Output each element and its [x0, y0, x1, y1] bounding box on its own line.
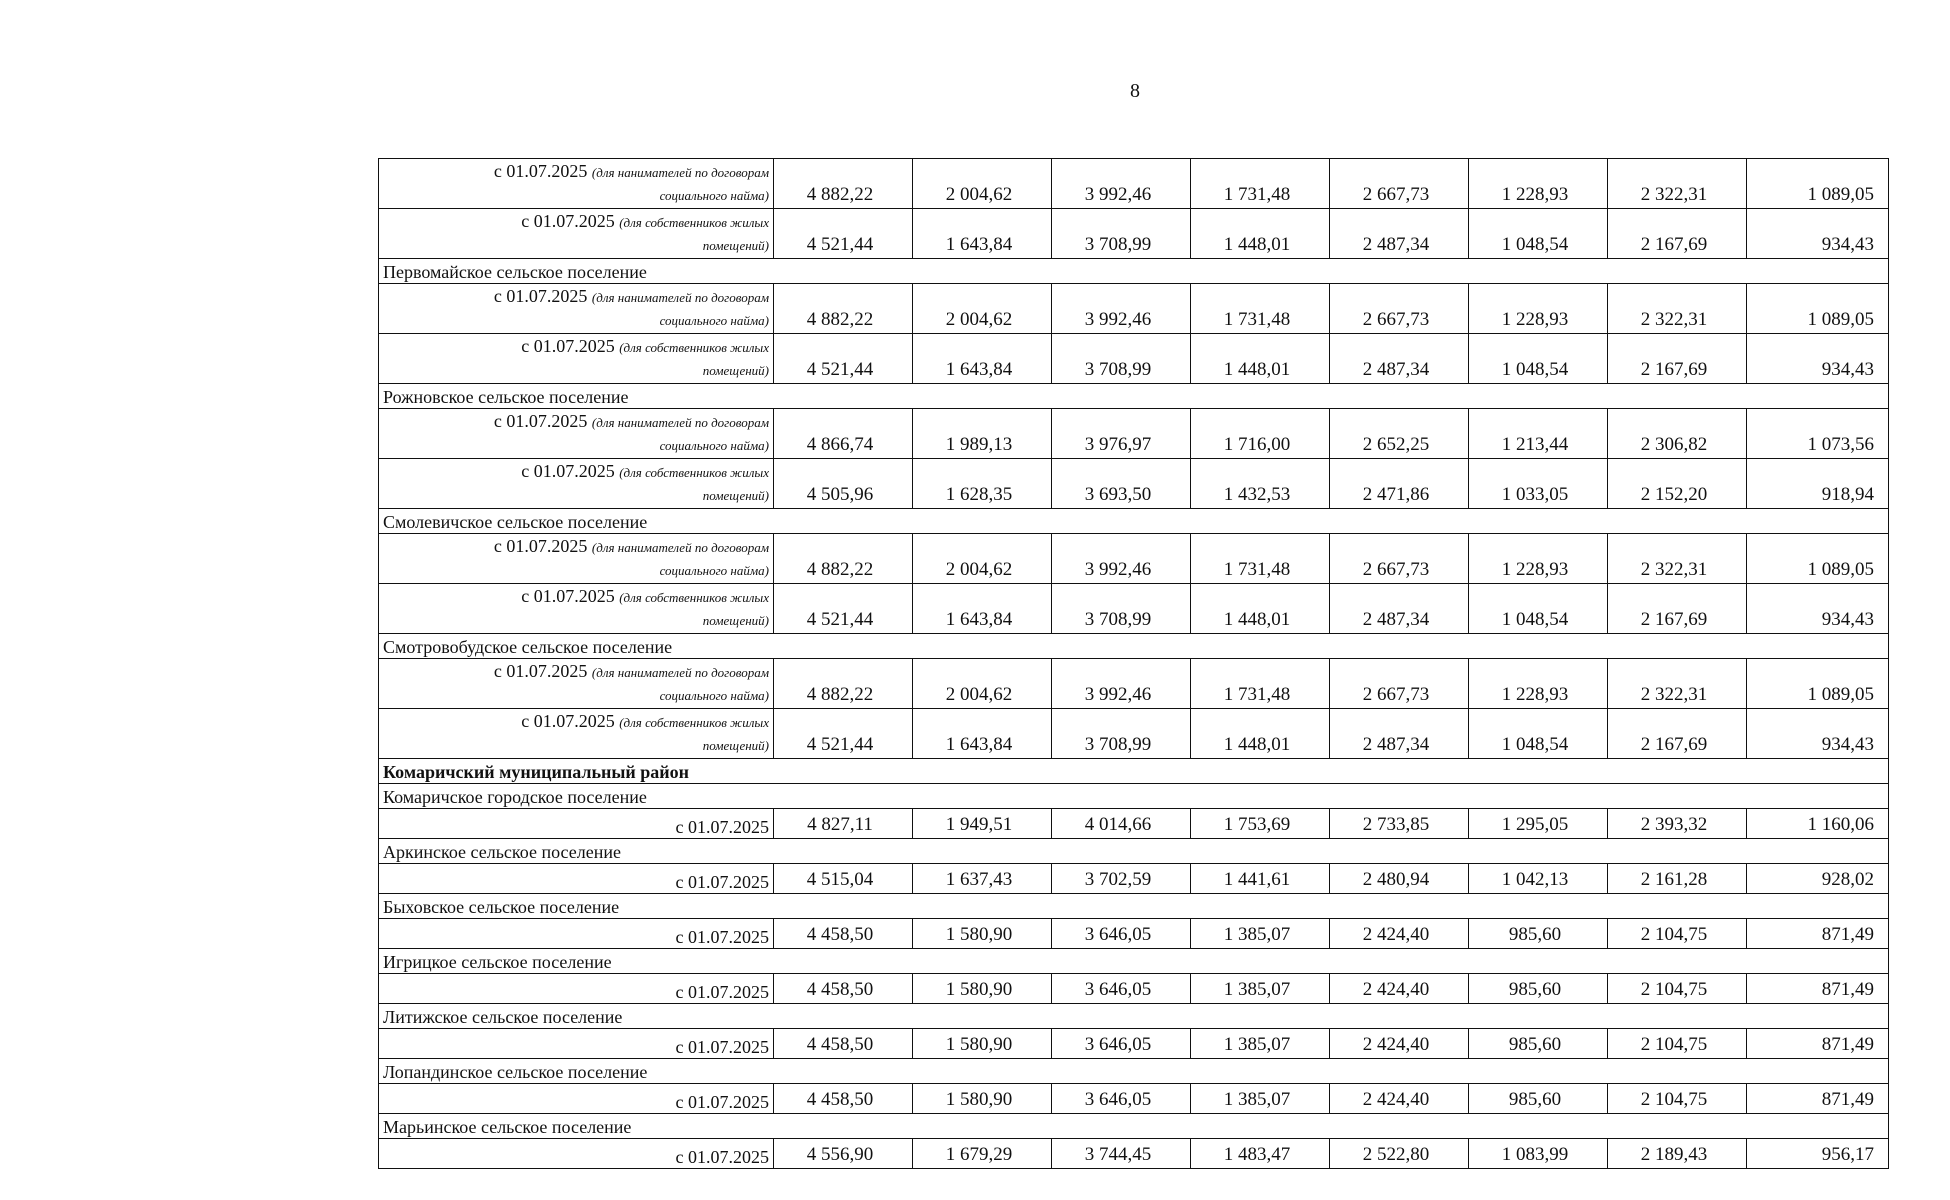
tariff-value: 2 322,31 [1608, 659, 1747, 709]
settlement-header-row [379, 1059, 1889, 1084]
tariff-value: 2 424,40 [1330, 919, 1469, 949]
settlement-header-row [379, 894, 1889, 919]
settlement-name: Игрицкое сельское поселение [379, 949, 1889, 974]
period-date: с 01.07.2025 [521, 335, 615, 356]
tariff-value: 1 089,05 [1747, 659, 1889, 709]
tariff-value: 985,60 [1469, 1029, 1608, 1059]
tariff-value: 1 385,07 [1191, 974, 1330, 1004]
tariff-value: 2 667,73 [1330, 284, 1469, 334]
tariff-row [379, 209, 1889, 259]
tariff-value: 3 646,05 [1052, 919, 1191, 949]
tariff-value: 2 167,69 [1608, 334, 1747, 384]
tariff-value: 4 458,50 [774, 919, 913, 949]
tariff-value: 2 004,62 [913, 659, 1052, 709]
tariff-value: 956,17 [1747, 1139, 1889, 1169]
tariff-value: 2 424,40 [1330, 1029, 1469, 1059]
settlement-name: Аркинское сельское поселение [379, 839, 1889, 864]
settlement-header-row [379, 1114, 1889, 1139]
tariff-value: 1 089,05 [1747, 159, 1889, 209]
tariff-value: 1 160,06 [1747, 809, 1889, 839]
tariff-value: 1 580,90 [913, 1029, 1052, 1059]
period-note-line1: (для нанимателей по договорам [591, 164, 769, 180]
tariff-value: 1 228,93 [1469, 534, 1608, 584]
tariff-value: 1 448,01 [1191, 209, 1330, 259]
tariff-value: 3 646,05 [1052, 974, 1191, 1004]
period-label: с 01.07.2025 [379, 1029, 774, 1059]
tariff-value: 4 827,11 [774, 809, 913, 839]
tariff-value: 3 646,05 [1052, 1029, 1191, 1059]
tariff-value: 1 483,47 [1191, 1139, 1330, 1169]
tariff-value: 2 667,73 [1330, 534, 1469, 584]
settlement-header-row [379, 949, 1889, 974]
tariff-value: 1 432,53 [1191, 459, 1330, 509]
tariff-value: 1 643,84 [913, 209, 1052, 259]
tariff-value: 4 521,44 [774, 584, 913, 634]
tariff-value: 2 393,32 [1608, 809, 1747, 839]
tariff-value: 4 882,22 [774, 534, 913, 584]
tariff-value: 934,43 [1747, 584, 1889, 634]
tariff-value: 4 521,44 [774, 334, 913, 384]
tariff-value: 3 992,46 [1052, 534, 1191, 584]
tariff-value: 1 679,29 [913, 1139, 1052, 1169]
period-note-line1: (для собственников жилых [619, 464, 769, 480]
tariff-value: 1 083,99 [1469, 1139, 1608, 1169]
tariff-value: 934,43 [1747, 709, 1889, 759]
settlement-name: Марьинское сельское поселение [379, 1114, 1889, 1139]
tariff-row [379, 1029, 1889, 1059]
tariff-row [379, 459, 1889, 509]
tariff-value: 2 167,69 [1608, 709, 1747, 759]
settlement-header-row [379, 784, 1889, 809]
tariff-value: 985,60 [1469, 974, 1608, 1004]
period-note-line2: помещений) [702, 237, 769, 253]
tariff-value: 928,02 [1747, 864, 1889, 894]
tariff-row [379, 1139, 1889, 1169]
period-date: с 01.07.2025 [493, 660, 588, 681]
tariff-value: 1 385,07 [1191, 919, 1330, 949]
tariff-value: 1 643,84 [913, 709, 1052, 759]
tariff-value: 1 580,90 [913, 1084, 1052, 1114]
period-note-line1: (для собственников жилых [619, 714, 769, 730]
tariff-value: 1 048,54 [1469, 709, 1608, 759]
tariff-value: 2 487,34 [1330, 334, 1469, 384]
tariff-value: 985,60 [1469, 1084, 1608, 1114]
tariff-value: 1 295,05 [1469, 809, 1608, 839]
period-label: с 01.07.2025 [379, 809, 774, 839]
tariff-value: 2 306,82 [1608, 409, 1747, 459]
tariff-value: 1 441,61 [1191, 864, 1330, 894]
tariff-value: 4 556,90 [774, 1139, 913, 1169]
settlement-header-row [379, 509, 1889, 534]
period-date: с 01.07.2025 [521, 710, 615, 731]
tariff-value: 4 014,66 [1052, 809, 1191, 839]
tariff-value: 1 228,93 [1469, 659, 1608, 709]
tariff-value: 2 004,62 [913, 284, 1052, 334]
period-note-line2: помещений) [702, 612, 769, 628]
settlement-header-row [379, 839, 1889, 864]
tariff-value: 985,60 [1469, 919, 1608, 949]
tariff-value: 1 731,48 [1191, 659, 1330, 709]
tariff-row [379, 709, 1889, 759]
period-date: с 01.07.2025 [521, 210, 615, 231]
settlement-header-row [379, 634, 1889, 659]
tariff-value: 1 731,48 [1191, 284, 1330, 334]
tariff-value: 4 521,44 [774, 209, 913, 259]
tariff-value: 4 458,50 [774, 974, 913, 1004]
tariff-value: 1 580,90 [913, 919, 1052, 949]
tariff-value: 1 213,44 [1469, 409, 1608, 459]
period-note-line2: социального найма) [659, 187, 769, 203]
period-label: с 01.07.2025 [379, 1084, 774, 1114]
period-date: с 01.07.2025 [521, 585, 615, 606]
tariff-value: 2 522,80 [1330, 1139, 1469, 1169]
tariff-value: 2 189,43 [1608, 1139, 1747, 1169]
period-date: с 01.07.2025 [493, 285, 588, 306]
tariff-row [379, 864, 1889, 894]
period-date: с 01.07.2025 [493, 410, 588, 431]
tariff-value: 2 104,75 [1608, 974, 1747, 1004]
tariff-value: 2 667,73 [1330, 159, 1469, 209]
tariff-value: 1 448,01 [1191, 334, 1330, 384]
period-note-line1: (для собственников жилых [619, 214, 769, 230]
settlement-header-row [379, 1004, 1889, 1029]
settlement-name: Лопандинское сельское поселение [379, 1059, 1889, 1084]
tariff-value: 2 004,62 [913, 159, 1052, 209]
tariff-value: 1 089,05 [1747, 534, 1889, 584]
tariff-value: 934,43 [1747, 334, 1889, 384]
tariff-value: 1 048,54 [1469, 334, 1608, 384]
tariff-value: 1 228,93 [1469, 284, 1608, 334]
tariff-value: 1 033,05 [1469, 459, 1608, 509]
tariff-value: 1 989,13 [913, 409, 1052, 459]
tariff-value: 1 731,48 [1191, 159, 1330, 209]
tariff-value: 3 708,99 [1052, 709, 1191, 759]
tariff-value: 3 992,46 [1052, 159, 1191, 209]
tariff-value: 1 628,35 [913, 459, 1052, 509]
tariff-row [379, 284, 1889, 334]
tariff-value: 4 521,44 [774, 709, 913, 759]
tariff-value: 4 882,22 [774, 284, 913, 334]
tariff-value: 871,49 [1747, 974, 1889, 1004]
tariff-value: 2 487,34 [1330, 584, 1469, 634]
period-note-line2: социального найма) [659, 437, 769, 453]
tariff-value: 1 448,01 [1191, 709, 1330, 759]
period-label [379, 709, 774, 759]
period-note-line2: социального найма) [659, 687, 769, 703]
settlement-name: Комаричское городское поселение [379, 784, 1889, 809]
district-name: Комаричский муниципальный район [379, 759, 1889, 784]
tariff-value: 2 104,75 [1608, 919, 1747, 949]
tariff-value: 2 667,73 [1330, 659, 1469, 709]
tariff-value: 4 515,04 [774, 864, 913, 894]
tariff-value: 4 866,74 [774, 409, 913, 459]
tariff-value: 1 385,07 [1191, 1029, 1330, 1059]
tariff-value: 2 104,75 [1608, 1084, 1747, 1114]
settlement-name: Смолевичское сельское поселение [379, 509, 1889, 534]
tariff-row [379, 1084, 1889, 1114]
tariff-value: 1 042,13 [1469, 864, 1608, 894]
period-label [379, 209, 774, 259]
tariff-value: 1 228,93 [1469, 159, 1608, 209]
tariff-table [378, 158, 1889, 1169]
tariff-value: 3 693,50 [1052, 459, 1191, 509]
tariff-value: 3 744,45 [1052, 1139, 1191, 1169]
settlement-name: Литижское сельское поселение [379, 1004, 1889, 1029]
tariff-value: 3 708,99 [1052, 584, 1191, 634]
tariff-row [379, 584, 1889, 634]
period-note-line1: (для нанимателей по договорам [591, 539, 769, 555]
tariff-value: 1 385,07 [1191, 1084, 1330, 1114]
tariff-value: 2 424,40 [1330, 974, 1469, 1004]
period-label: с 01.07.2025 [379, 1139, 774, 1169]
tariff-row [379, 974, 1889, 1004]
tariff-row [379, 409, 1889, 459]
tariff-value: 3 992,46 [1052, 284, 1191, 334]
period-note-line1: (для нанимателей по договорам [591, 414, 769, 430]
period-note-line1: (для собственников жилых [619, 589, 769, 605]
settlement-name: Быховское сельское поселение [379, 894, 1889, 919]
tariff-row [379, 334, 1889, 384]
period-label [379, 409, 774, 459]
period-note-line2: социального найма) [659, 312, 769, 328]
period-date: с 01.07.2025 [493, 160, 588, 181]
tariff-row [379, 919, 1889, 949]
tariff-value: 4 882,22 [774, 159, 913, 209]
tariff-row [379, 659, 1889, 709]
tariff-value: 1 073,56 [1747, 409, 1889, 459]
tariff-value: 871,49 [1747, 1029, 1889, 1059]
period-note-line2: помещений) [702, 737, 769, 753]
tariff-value: 2 152,20 [1608, 459, 1747, 509]
period-label [379, 659, 774, 709]
tariff-value: 1 716,00 [1191, 409, 1330, 459]
period-label [379, 159, 774, 209]
tariff-value: 3 976,97 [1052, 409, 1191, 459]
tariff-table-body [379, 159, 1889, 1169]
tariff-value: 1 637,43 [913, 864, 1052, 894]
tariff-value: 2 322,31 [1608, 159, 1747, 209]
tariff-value: 3 702,59 [1052, 864, 1191, 894]
tariff-value: 1 643,84 [913, 334, 1052, 384]
tariff-value: 2 167,69 [1608, 584, 1747, 634]
tariff-value: 918,94 [1747, 459, 1889, 509]
tariff-value: 1 089,05 [1747, 284, 1889, 334]
tariff-value: 1 048,54 [1469, 209, 1608, 259]
settlement-header-row [379, 259, 1889, 284]
tariff-value: 934,43 [1747, 209, 1889, 259]
tariff-value: 3 708,99 [1052, 209, 1191, 259]
tariff-value: 1 753,69 [1191, 809, 1330, 839]
period-note-line2: социального найма) [659, 562, 769, 578]
tariff-value: 4 505,96 [774, 459, 913, 509]
tariff-value: 2 322,31 [1608, 284, 1747, 334]
period-label [379, 584, 774, 634]
period-note-line2: помещений) [702, 362, 769, 378]
period-label: с 01.07.2025 [379, 974, 774, 1004]
tariff-value: 871,49 [1747, 1084, 1889, 1114]
tariff-value: 2 471,86 [1330, 459, 1469, 509]
period-label [379, 534, 774, 584]
period-label [379, 334, 774, 384]
period-note-line2: помещений) [702, 487, 769, 503]
tariff-value: 3 646,05 [1052, 1084, 1191, 1114]
district-header-row [379, 759, 1889, 784]
period-note-line1: (для собственников жилых [619, 339, 769, 355]
tariff-value: 2 487,34 [1330, 709, 1469, 759]
period-date: с 01.07.2025 [521, 460, 615, 481]
period-label: с 01.07.2025 [379, 864, 774, 894]
tariff-value: 2 167,69 [1608, 209, 1747, 259]
settlement-name: Первомайское сельское поселение [379, 259, 1889, 284]
tariff-value: 4 458,50 [774, 1029, 913, 1059]
period-date: с 01.07.2025 [493, 535, 588, 556]
period-note-line1: (для нанимателей по договорам [591, 664, 769, 680]
settlement-name: Рожновское сельское поселение [379, 384, 1889, 409]
period-label [379, 459, 774, 509]
tariff-value: 2 322,31 [1608, 534, 1747, 584]
tariff-value: 2 652,25 [1330, 409, 1469, 459]
tariff-row [379, 809, 1889, 839]
tariff-value: 1 949,51 [913, 809, 1052, 839]
tariff-value: 2 733,85 [1330, 809, 1469, 839]
tariff-value: 3 708,99 [1052, 334, 1191, 384]
page-number: 8 [1130, 80, 1140, 102]
tariff-value: 1 048,54 [1469, 584, 1608, 634]
period-note-line1: (для нанимателей по договорам [591, 289, 769, 305]
settlement-name: Смотровобудское сельское поселение [379, 634, 1889, 659]
tariff-value: 3 992,46 [1052, 659, 1191, 709]
tariff-value: 1 448,01 [1191, 584, 1330, 634]
tariff-value: 2 424,40 [1330, 1084, 1469, 1114]
tariff-value: 4 458,50 [774, 1084, 913, 1114]
tariff-value: 4 882,22 [774, 659, 913, 709]
tariff-value: 2 004,62 [913, 534, 1052, 584]
period-label: с 01.07.2025 [379, 919, 774, 949]
tariff-row [379, 534, 1889, 584]
tariff-value: 1 643,84 [913, 584, 1052, 634]
settlement-header-row [379, 384, 1889, 409]
tariff-value: 2 487,34 [1330, 209, 1469, 259]
tariff-value: 871,49 [1747, 919, 1889, 949]
tariff-value: 2 161,28 [1608, 864, 1747, 894]
tariff-value: 1 731,48 [1191, 534, 1330, 584]
tariff-row [379, 159, 1889, 209]
tariff-value: 2 104,75 [1608, 1029, 1747, 1059]
period-label [379, 284, 774, 334]
tariff-value: 2 480,94 [1330, 864, 1469, 894]
tariff-value: 1 580,90 [913, 974, 1052, 1004]
